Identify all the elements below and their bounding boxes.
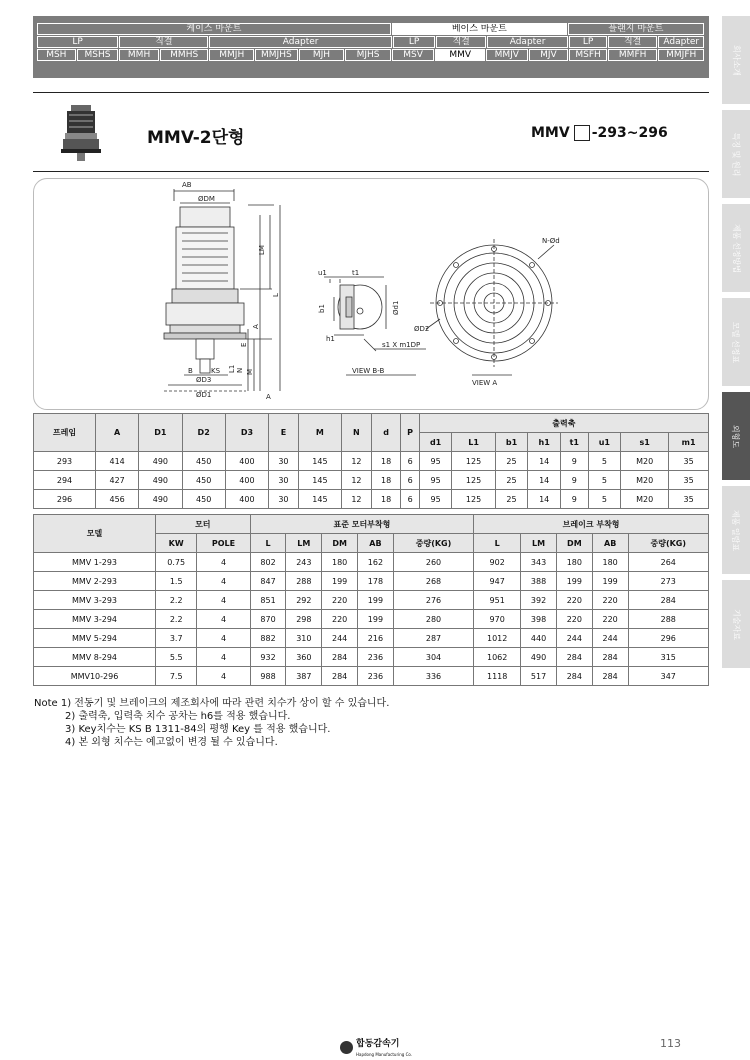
table-cell: 4 (197, 629, 250, 648)
table-cell: 292 (286, 591, 322, 610)
table-cell: 95 (419, 452, 452, 471)
col-header: N (342, 414, 372, 452)
nav-model-tab-6[interactable]: MJH (299, 49, 345, 61)
col-group-brake: 브레이크 부착형 (474, 515, 709, 534)
side-tab-label: 외형도 (731, 424, 741, 448)
table-cell: 12 (342, 471, 372, 490)
table-cell: 268 (393, 572, 473, 591)
nav-model-tab-4[interactable]: MMJH (209, 49, 254, 61)
table-cell: 236 (358, 648, 394, 667)
table-cell: 1.5 (156, 572, 197, 591)
drawing-panel (33, 178, 709, 410)
nav-row-type (37, 36, 705, 48)
table-cell: 296 (628, 629, 708, 648)
company-name: 합동감속기 (356, 1039, 400, 1049)
table-cell: 5 (588, 471, 621, 490)
table-cell: 360 (286, 648, 322, 667)
side-tab-label: 제품 선정방법 (731, 223, 741, 273)
label-nd: N-Ød (542, 237, 560, 245)
table-cell: 5.5 (156, 648, 197, 667)
nav-model-tab-13[interactable]: MMFH (608, 49, 658, 61)
table-row (34, 629, 709, 648)
table-row (34, 572, 709, 591)
table-cell: 427 (96, 471, 139, 490)
table-cell: 287 (393, 629, 473, 648)
table-cell: 304 (393, 648, 473, 667)
col-group-motor: 모터 (156, 515, 251, 534)
nav-model-tab-0[interactable]: MSH (37, 49, 76, 61)
table-cell: 264 (628, 553, 708, 572)
nav-model-tab-5[interactable]: MMJHS (255, 49, 298, 61)
col-header: L1 (452, 433, 495, 452)
label-l: L (272, 293, 280, 297)
model-code-suffix: -293~296 (591, 125, 668, 141)
table-cell: 125 (452, 471, 495, 490)
table-cell: 276 (393, 591, 473, 610)
table-cell: 400 (225, 452, 268, 471)
table-cell: 25 (495, 452, 528, 471)
nav-type-tab-6[interactable]: LP (569, 36, 607, 48)
table-cell: 517 (521, 667, 557, 686)
label-view-bb: VIEW B-B (352, 367, 385, 375)
table-cell: 284 (592, 648, 628, 667)
table-cell: 970 (474, 610, 521, 629)
nav-model-tab-8[interactable]: MSV (392, 49, 435, 61)
table-cell: MMV 3-293 (34, 591, 156, 610)
label-s1: s1 X m1DP (382, 341, 421, 349)
table-cell: 180 (556, 553, 592, 572)
col-header: DM (322, 534, 358, 553)
label-view-a: VIEW A (472, 379, 498, 387)
table-cell: 9 (560, 490, 588, 509)
table-cell: 398 (521, 610, 557, 629)
table-cell: MMV 1-293 (34, 553, 156, 572)
top-nav (33, 16, 709, 78)
table-cell: 988 (250, 667, 286, 686)
col-header: 프레임 (34, 414, 96, 452)
table-cell: 18 (371, 452, 401, 471)
label-dm: ØDM (198, 195, 215, 203)
table-cell: 2.2 (156, 610, 197, 629)
nav-model-tab-12[interactable]: MSFH (569, 49, 607, 61)
table-cell: 400 (225, 471, 268, 490)
col-header: L (250, 534, 286, 553)
table-cell: 178 (358, 572, 394, 591)
col-header: D2 (182, 414, 225, 452)
table-cell: 456 (96, 490, 139, 509)
side-tab-0[interactable] (722, 16, 750, 104)
table-cell: 35 (669, 452, 709, 471)
table-cell: MMV 8-294 (34, 648, 156, 667)
col-header: t1 (560, 433, 588, 452)
side-tab-label: 모델 선정표 (731, 321, 741, 363)
table-cell: 4 (197, 572, 250, 591)
label-l1: L1 (228, 364, 236, 373)
table-cell: 343 (521, 553, 557, 572)
model-code (531, 125, 668, 141)
table-cell: 1118 (474, 667, 521, 686)
table-cell: 315 (628, 648, 708, 667)
col-header: D1 (139, 414, 182, 452)
nav-model-tab-7[interactable]: MJHS (345, 49, 391, 61)
table-cell: 284 (322, 648, 358, 667)
table-cell: 2.2 (156, 591, 197, 610)
table-cell: 199 (556, 572, 592, 591)
table-cell: 870 (250, 610, 286, 629)
page-title: MMV-2단형 (147, 128, 245, 148)
table-cell: 125 (452, 490, 495, 509)
table-cell: 288 (628, 610, 708, 629)
table-cell: 298 (286, 610, 322, 629)
nav-type-tab-7[interactable]: 직결 (608, 36, 658, 48)
col-header: P (401, 414, 419, 452)
table-cell: 95 (419, 490, 452, 509)
table-row (34, 667, 709, 686)
side-tab-3[interactable] (722, 298, 750, 386)
nav-type-tab-8[interactable]: Adapter (658, 36, 704, 48)
table-cell: 400 (225, 490, 268, 509)
note-4: 4) 본 외형 치수는 예고없이 변경 될 수 있습니다. (65, 737, 278, 748)
table-cell: 260 (393, 553, 473, 572)
col-header: AB (592, 534, 628, 553)
table-cell: 7.5 (156, 667, 197, 686)
table-cell: 180 (592, 553, 628, 572)
table-cell: 145 (298, 490, 341, 509)
note-3: 3) Key치수는 KS B 1311-84의 평행 Key 를 적용 했습니다. (65, 724, 331, 735)
table-cell: 6 (401, 490, 419, 509)
table-cell: 802 (250, 553, 286, 572)
table-cell: M20 (621, 471, 669, 490)
table-cell: 440 (521, 629, 557, 648)
notes (34, 697, 389, 749)
label-b: B (188, 367, 193, 375)
label-d1-shaft: Ød1 (392, 300, 400, 315)
table-row (34, 610, 709, 629)
table-cell: 6 (401, 471, 419, 490)
table-cell: M20 (621, 452, 669, 471)
table-cell: 902 (474, 553, 521, 572)
col-header: d (371, 414, 401, 452)
nav-model-tab-10[interactable]: MMJV (486, 49, 528, 61)
table-cell: 30 (269, 490, 299, 509)
table-cell: 310 (286, 629, 322, 648)
nav-type-tab-4[interactable]: 직결 (436, 36, 486, 48)
table-cell: 273 (628, 572, 708, 591)
table-cell: 14 (528, 490, 561, 509)
table-cell: 288 (286, 572, 322, 591)
table-cell: 95 (419, 471, 452, 490)
table-cell: 450 (182, 452, 225, 471)
table-cell: 3.7 (156, 629, 197, 648)
col-header: A (96, 414, 139, 452)
nav-model-tab-9[interactable]: MMV (435, 49, 485, 61)
label-u1: u1 (318, 269, 327, 277)
table-cell: 336 (393, 667, 473, 686)
table-cell: 199 (322, 572, 358, 591)
table-cell: 236 (358, 667, 394, 686)
table-cell: 0.75 (156, 553, 197, 572)
table-cell: 243 (286, 553, 322, 572)
table-cell: 199 (592, 572, 628, 591)
col-header: L (474, 534, 521, 553)
table-cell: 450 (182, 490, 225, 509)
table-cell: 490 (139, 452, 182, 471)
table-cell: 30 (269, 452, 299, 471)
col-header: E (269, 414, 299, 452)
nav-mount-tab-0[interactable]: 케이스 마운트 (37, 23, 391, 35)
table-cell: 14 (528, 471, 561, 490)
table-cell: 244 (322, 629, 358, 648)
table-cell: 12 (342, 452, 372, 471)
motor-side-view (164, 189, 280, 391)
shaft-section-view (324, 277, 426, 375)
col-model: 모델 (34, 515, 156, 553)
table-cell: 220 (556, 610, 592, 629)
table-cell: 347 (628, 667, 708, 686)
col-header: m1 (669, 433, 709, 452)
table-cell: 4 (197, 648, 250, 667)
table-cell: 9 (560, 452, 588, 471)
nav-type-tab-5[interactable]: Adapter (487, 36, 568, 48)
label-n: N (236, 367, 244, 373)
model-code-blank-box (574, 125, 590, 141)
table-cell: 30 (269, 471, 299, 490)
label-ks: KS (211, 367, 221, 375)
dimension-drawing (34, 179, 710, 411)
col-header: KW (156, 534, 197, 553)
col-header: 중량(KG) (628, 534, 708, 553)
label-d3: ØD3 (196, 376, 212, 384)
col-header: AB (358, 534, 394, 553)
nav-type-tab-2[interactable]: Adapter (209, 36, 391, 48)
nav-model-tab-11[interactable]: MJV (529, 49, 569, 61)
gear-logo-icon (340, 1041, 353, 1054)
table-cell: 125 (452, 452, 495, 471)
nav-row-model (37, 49, 705, 61)
note-1: Note 1) 전동기 및 브레이크의 제조회사에 따라 관련 치수가 상이 할 수 있습니다. (34, 698, 390, 709)
label-d1: ØD1 (196, 391, 212, 399)
table-cell: 296 (34, 490, 96, 509)
nav-type-tab-0[interactable]: LP (37, 36, 118, 48)
table-cell: MMV10-296 (34, 667, 156, 686)
table-cell: 284 (592, 667, 628, 686)
side-tab-4[interactable] (722, 392, 750, 480)
table-cell: 220 (322, 591, 358, 610)
table-cell: MMV 2-293 (34, 572, 156, 591)
side-tab-label: 제품 일람표 (731, 509, 741, 551)
side-tab-label: 회사소개 (731, 44, 741, 76)
nav-model-tab-2[interactable]: MMH (119, 49, 159, 61)
table-cell: 490 (521, 648, 557, 667)
col-header: s1 (621, 433, 669, 452)
table-cell: 244 (592, 629, 628, 648)
table-cell: 6 (401, 452, 419, 471)
col-group-standard: 표준 모터부착형 (250, 515, 474, 534)
table-cell: 847 (250, 572, 286, 591)
col-header: DM (556, 534, 592, 553)
table-cell: 284 (556, 667, 592, 686)
table-cell: 392 (521, 591, 557, 610)
col-header: POLE (197, 534, 250, 553)
table-cell: 162 (358, 553, 394, 572)
table-cell: 450 (182, 471, 225, 490)
col-header: M (298, 414, 341, 452)
col-header: LM (521, 534, 557, 553)
table-cell: 851 (250, 591, 286, 610)
table-cell: 25 (495, 490, 528, 509)
table-cell: 1062 (474, 648, 521, 667)
table-cell: 280 (393, 610, 473, 629)
nav-mount-tab-2[interactable]: 플랜지 마운트 (568, 23, 704, 35)
page-number: 113 (660, 1037, 681, 1050)
nav-row-mount (37, 23, 705, 35)
table-cell: 199 (358, 591, 394, 610)
col-header: D3 (225, 414, 268, 452)
table-cell: 882 (250, 629, 286, 648)
model-dimension-table (33, 514, 709, 686)
frame-dimension-table (33, 413, 709, 509)
table-cell: 1012 (474, 629, 521, 648)
table-cell: 220 (592, 610, 628, 629)
col-group-output-shaft: 출력축 (419, 414, 708, 433)
col-header: LM (286, 534, 322, 553)
table-cell: M20 (621, 490, 669, 509)
side-tab-6[interactable] (722, 580, 750, 668)
col-header: 중량(KG) (393, 534, 473, 553)
table-cell: 9 (560, 471, 588, 490)
table-cell: 18 (371, 490, 401, 509)
table-cell: 25 (495, 471, 528, 490)
label-t1: t1 (352, 269, 360, 277)
note-2: 2) 출력축, 입력축 치수 공차는 h6를 적용 했습니다. (65, 711, 291, 722)
label-e: E (240, 342, 248, 347)
table-cell: MMV 3-294 (34, 610, 156, 629)
flange-view-a (426, 239, 558, 375)
table-cell: 5 (588, 490, 621, 509)
label-a: A (252, 324, 260, 329)
table-cell: 18 (371, 471, 401, 490)
table-cell: 4 (197, 667, 250, 686)
nav-type-tab-1[interactable]: 직결 (119, 36, 208, 48)
table-cell: MMV 5-294 (34, 629, 156, 648)
title-box (33, 92, 709, 172)
label-h1: h1 (326, 335, 335, 343)
table-cell: 490 (139, 490, 182, 509)
side-tab-label: 특징 및 원리 (731, 132, 741, 176)
table-cell: 220 (592, 591, 628, 610)
table-cell: 294 (34, 471, 96, 490)
label-lm: LM (258, 245, 266, 255)
side-tab-5[interactable] (722, 486, 750, 574)
table-cell: 220 (556, 591, 592, 610)
table-cell: 244 (556, 629, 592, 648)
table-cell: 284 (556, 648, 592, 667)
table-cell: 216 (358, 629, 394, 648)
col-header: h1 (528, 433, 561, 452)
nav-model-tab-3[interactable]: MMHS (160, 49, 209, 61)
table-cell: 388 (521, 572, 557, 591)
gearmotor-thumbnail-icon (57, 103, 105, 165)
table-cell: 414 (96, 452, 139, 471)
label-ab: AB (182, 181, 192, 189)
col-header: u1 (588, 433, 621, 452)
model-code-prefix: MMV (531, 125, 570, 141)
table-row (34, 490, 709, 509)
table-row (34, 471, 709, 490)
nav-type-tab-3[interactable]: LP (393, 36, 436, 48)
table-row (34, 648, 709, 667)
table-cell: 947 (474, 572, 521, 591)
table-cell: 4 (197, 553, 250, 572)
table-cell: 490 (139, 471, 182, 490)
label-d2: ØD2 (414, 325, 430, 333)
table-cell: 14 (528, 452, 561, 471)
side-tab-1[interactable] (722, 110, 750, 198)
company-logo (340, 1036, 412, 1059)
table-cell: 35 (669, 471, 709, 490)
table-row (34, 553, 709, 572)
table-cell: 932 (250, 648, 286, 667)
label-m: M (246, 368, 254, 375)
label-b1: b1 (318, 304, 326, 313)
table-row (34, 452, 709, 471)
table-cell: 284 (628, 591, 708, 610)
side-tab-label: 기술자료 (731, 608, 741, 640)
table-cell: 35 (669, 490, 709, 509)
table-cell: 4 (197, 591, 250, 610)
table-cell: 220 (322, 610, 358, 629)
table-cell: 145 (298, 471, 341, 490)
nav-model-tab-1[interactable]: MSHS (77, 49, 119, 61)
table-cell: 145 (298, 452, 341, 471)
col-header: b1 (495, 433, 528, 452)
side-tab-2[interactable] (722, 204, 750, 292)
table-cell: 951 (474, 591, 521, 610)
table-cell: 199 (358, 610, 394, 629)
table-cell: 180 (322, 553, 358, 572)
table-cell: 293 (34, 452, 96, 471)
table-row (34, 591, 709, 610)
nav-mount-tab-1[interactable]: 베이스 마운트 (392, 23, 567, 35)
table-cell: 284 (322, 667, 358, 686)
table-cell: 12 (342, 490, 372, 509)
nav-model-tab-14[interactable]: MMJFH (658, 49, 704, 61)
col-header: d1 (419, 433, 452, 452)
table-cell: 4 (197, 610, 250, 629)
label-a2: A (266, 393, 271, 401)
table-cell: 5 (588, 452, 621, 471)
company-subname: Hapdong Manufacturing Co. (356, 1052, 413, 1057)
table-cell: 387 (286, 667, 322, 686)
